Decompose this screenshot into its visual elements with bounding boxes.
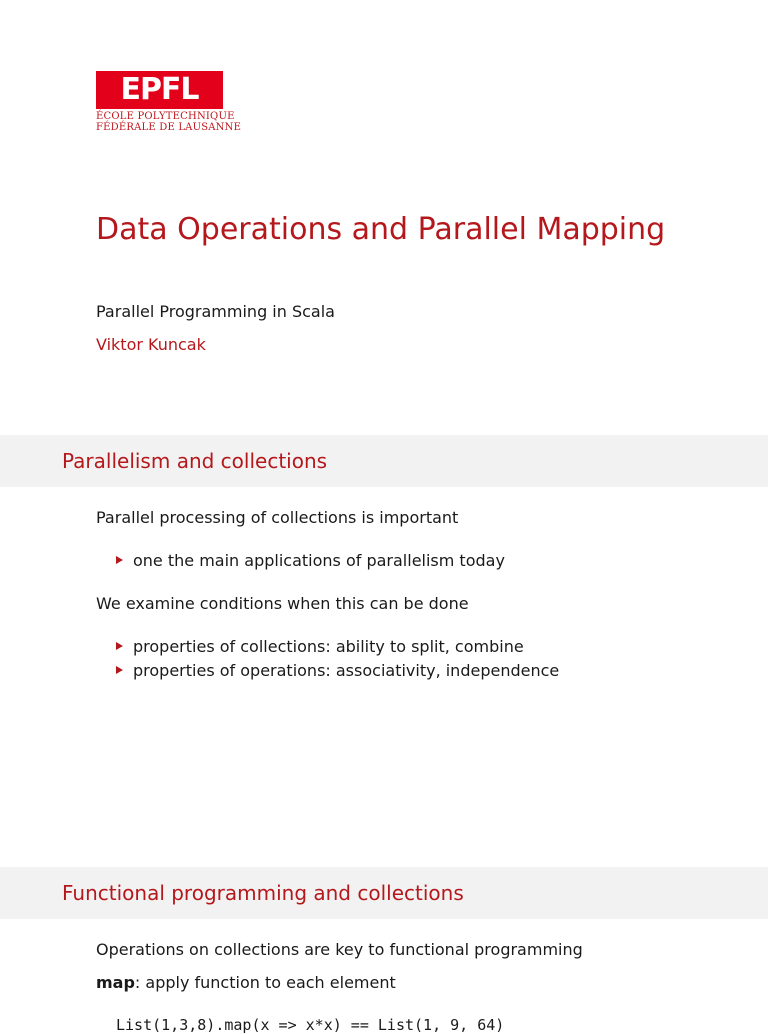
slide-2-paragraph-1: Parallel processing of collections is important [96, 508, 459, 527]
presentation-title: Data Operations and Parallel Mapping [96, 212, 666, 247]
map-keyword: map [96, 973, 135, 992]
bullet-triangle-icon [116, 666, 123, 674]
slide-2-title: Parallelism and collections [62, 449, 328, 473]
bullet-text: one the main applications of parallelism today [133, 551, 505, 570]
logo-text-line-2: FÉDÉRALE DE LAUSANNE [96, 122, 242, 133]
bullet-text: properties of collections: ability to split, combine [133, 637, 524, 656]
slide-3-map-definition [96, 973, 396, 992]
slide-2-bullet-3 [116, 661, 559, 680]
slide-3-title: Functional programming and collections [62, 881, 464, 905]
bullet-text: properties of operations: associativity, independence [133, 661, 560, 680]
course-subtitle: Parallel Programming in Scala [96, 302, 335, 321]
slide-2-header [0, 435, 768, 487]
logo-text-line-1: ÉCOLE POLYTECHNIQUE [96, 111, 235, 122]
epfl-logo-mark: EPFL [96, 71, 223, 109]
map-description: : apply function to each element [134, 973, 396, 992]
author-name: Viktor Kuncak [96, 335, 206, 354]
epfl-logo [96, 71, 242, 133]
slide-3-header [0, 867, 768, 919]
slide-2-bullet-2 [116, 637, 524, 656]
slide-3-paragraph-1: Operations on collections are key to functional programming [96, 940, 583, 959]
title-slide [0, 0, 768, 432]
slide-2-bullet-1 [116, 551, 505, 570]
slide-2-paragraph-2: We examine conditions when this can be done [96, 594, 469, 613]
bullet-triangle-icon [116, 642, 123, 650]
slide-3-code-example: List(1,3,8).map(x => x*x) == List(1, 9, 64) [116, 1016, 505, 1034]
bullet-triangle-icon [116, 556, 123, 564]
